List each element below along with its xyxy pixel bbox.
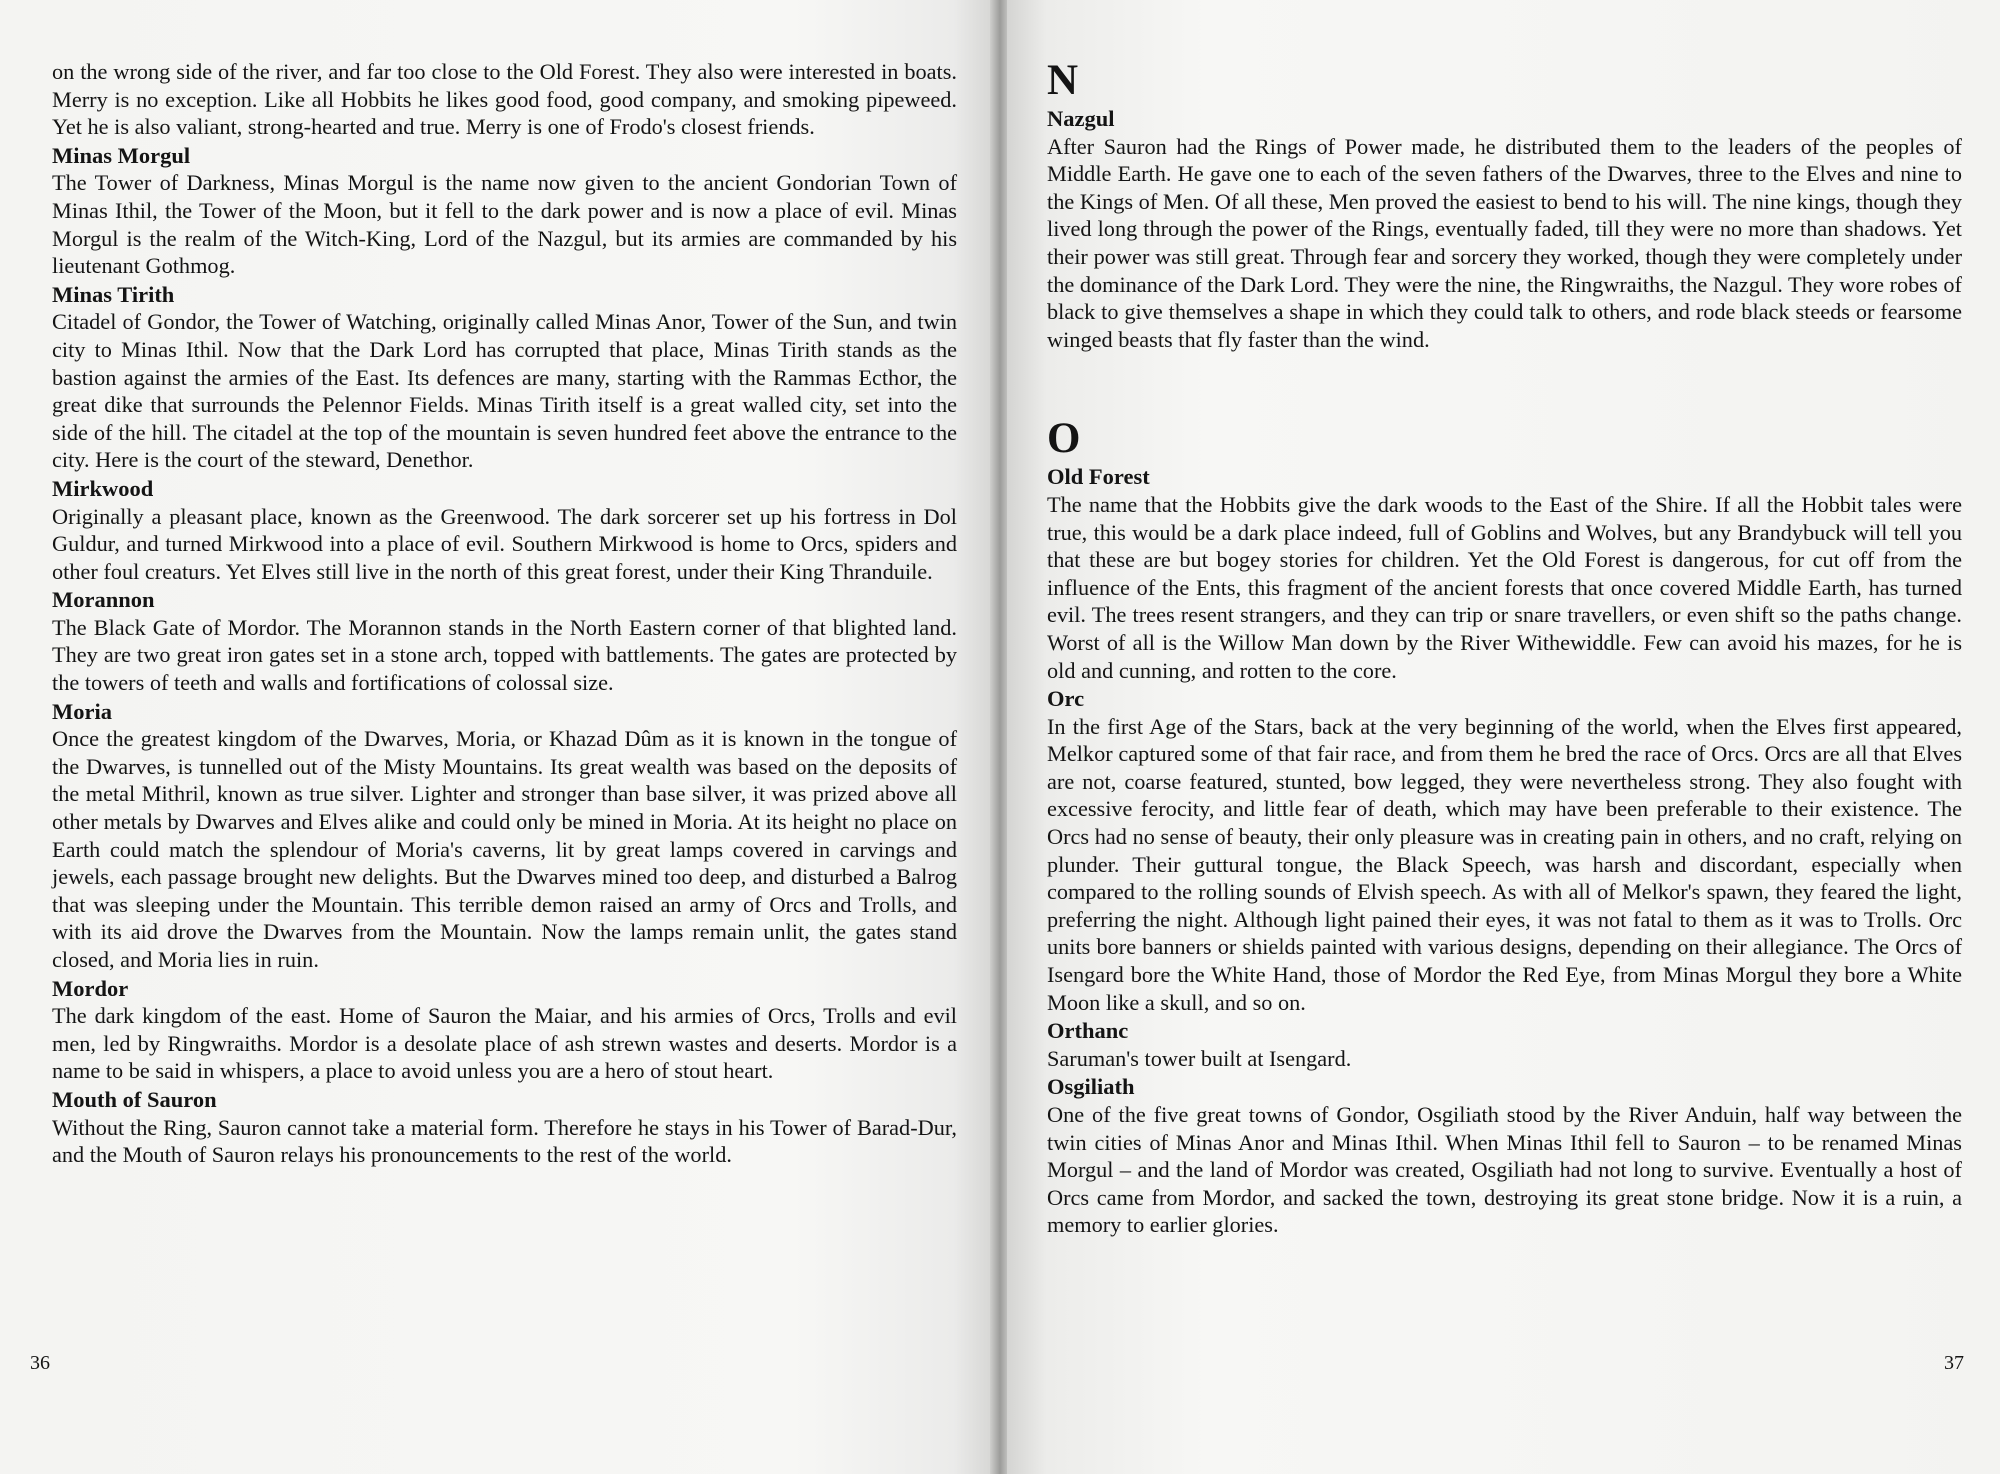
entry-mirkwood: [52, 475, 957, 585]
page-number: 36: [30, 1352, 50, 1374]
entry-text: Without the Ring, Sauron cannot take a material form. Therefore he stays in his Tower of Barad-Dur, and the Mouth of Sauron relays his pronouncements to the rest of the world.: [52, 1114, 957, 1168]
entry-text: One of the five great towns of Gondor, Osgiliath stood by the River Anduin, half way between the twin cities of Minas Anor and Minas Ithil. When Minas Ithil fell to Sauron – to be renamed Minas Morgul – and the land of Mordor was created, Osgiliath had not long to survive. Eventually a host of Orcs came from Mordor, and sacked the town, destroying its great stone bridge. Now it is a ruin, a memory to earlier glories.: [1047, 1102, 1962, 1238]
opening-paragraph: on the wrong side of the river, and far too close to the Old Forest. They also were interested in boats. Merry is no exception. Like all Hobbits he likes good food, good company, and smoking pipeweed. Yet he is also valiant, strong-hearted and true. Merry is one of Frodo's closest friends.: [52, 59, 957, 140]
entry-title: Minas Tirith: [52, 281, 175, 307]
entry-osgiliath: [1047, 1073, 1962, 1239]
section-o: [1047, 416, 1962, 1239]
entry-title: Orc: [1047, 686, 1085, 712]
entry-orthanc: [1047, 1017, 1962, 1072]
entry-text: The Black Gate of Mordor. The Morannon stands in the North Eastern corner of that blighted land. They are two great iron gates set in a stone arch, topped with battlements. The gates are protected by the towers of teeth and walls and fortifications of colossal size.: [52, 614, 957, 696]
section-spacer: [1047, 354, 1962, 402]
entry-title: Old Forest: [1047, 464, 1150, 490]
entry-minas-morgul: [52, 142, 957, 280]
entry-minas-tirith: [52, 281, 957, 474]
left-page-column: [52, 58, 957, 1170]
entry-mordor: [52, 975, 957, 1085]
entry-text: The Tower of Darkness, Minas Morgul is the name now given to the ancient Gondorian Town of Minas Ithil, the Tower of the Moon, but it fell to the dark power and is now a place of evil. Minas Morgul is the realm of the Witch-King, Lord of the Nazgul, but its armies are commanded by his lieutenant Gothmog.: [52, 170, 957, 279]
entry-title: Mirkwood: [52, 475, 154, 501]
entry-title: Osgiliath: [1047, 1074, 1135, 1100]
left-page: [0, 0, 993, 1474]
entry-text: Saruman's tower built at Isengard.: [1047, 1045, 1352, 1071]
entry-old-forest: [1047, 463, 1962, 684]
entry-text: Originally a pleasant place, known as the Greenwood. The dark sorcerer set up his fortress in Dol Guldur, and turned Mirkwood into a place of evil. Southern Mirkwood is home to Orcs, spiders and other foul creaturs. Yet Elves still live in the north of this great forest, under their King Thranduile.: [52, 503, 957, 584]
entry-title: Mouth of Sauron: [52, 1086, 217, 1112]
entry-title: Minas Morgul: [52, 142, 191, 168]
entry-text: After Sauron had the Rings of Power made, he distributed them to the leaders of the peoples of Middle Earth. He gave one to each of the seven fathers of the Dwarves, three to the Elves and nine to the Kings of Men. Of all these, Men proved the easiest to bend to his will. The nine kings, though they lived long through the power of the Rings, eventually faded, till they were no more than shadows. Yet their power was still great. Through fear and sorcery they worked, though they were completely under the dominance of the Dark Lord. They were the nine, the Ringwraiths, the Nazgul. They wore robes of black to give themselves a shape in which they could talk to others, and rode black steeds or fearsome winged beasts that fly faster than the wind.: [1047, 133, 1962, 352]
entry-text: In the first Age of the Stars, back at the very beginning of the world, when the Elves first appeared, Melkor captured some of that fair race, and from them he bred the race of Orcs. Orcs are all that Elves are not, coarse featured, stunted, bow legged, they were nevertheless strong. They also fought with excessive ferocity, and little fear of death, which may have been preferable to their existence. The Orcs had no sense of beauty, their only pleasure was in creating pain in others, and no craft, relying on plunder. Their guttural tongue, the Black Speech, was harsh and discordant, especially when compared to the rolling sounds of Elvish speech. As with all of Melkor's spawn, they feared the light, preferring the night. Although light pained their eyes, it was not fatal to them as it was to Trolls. Orc units bore banners or shields painted with various designs, depending on their allegiance. The Orcs of Isengard bore the White Hand, those of Mordor the Red Eye, from Minas Morgul they bore a White Moon like a skull, and so on.: [1047, 713, 1962, 1015]
entry-text: The dark kingdom of the east. Home of Sauron the Maiar, and his armies of Orcs, Trolls and evil men, led by Ringwraiths. Mordor is a desolate place of ash strewn wastes and deserts. Mordor is a name to be said in whispers, a place to avoid unless you are a hero of stout heart.: [52, 1003, 957, 1084]
section-n: [1047, 58, 1962, 353]
section-letter: N: [1047, 57, 1079, 104]
entry-title: Moria: [52, 698, 112, 724]
entry-morannon: [52, 586, 957, 696]
entry-orc: [1047, 685, 1962, 1016]
entry-mouth-of-sauron: [52, 1086, 957, 1169]
entry-title: Nazgul: [1047, 106, 1115, 131]
section-letter: O: [1047, 415, 1081, 463]
entry-text: Citadel of Gondor, the Tower of Watching, originally called Minas Anor, Tower of the Sun, and twin city to Minas Ithil. Now that the Dark Lord has corrupted that place, Minas Tirith stands as the bastion against the armies of the East. Its defences are many, starting with the Rammas Ecthor, the great dike that surrounds the Pelennor Fields. Minas Tirith itself is a great walled city, set into the side of the hill. The citadel at the top of the mountain is seven hundred feet above the entrance to the city. Here is the court of the steward, Denethor.: [52, 309, 957, 473]
right-page-column: [1047, 58, 1962, 1240]
entry-text: The name that the Hobbits give the dark woods to the East of the Shire. If all the Hobbit tales were true, this would be a dark place indeed, full of Goblins and Wolves, but any Brandybuck will tell you that these are but bogey stories for children. Yet the Old Forest is dangerous, for cut off from the influence of the Ents, this fragment of the ancient forests that once covered Middle Earth, has turned evil. The trees resent strangers, and they can trip or snare travellers, or even shift so the paths change. Worst of all is the Willow Man down by the River Withewiddle. Few can avoid his mazes, for he is old and cunning, and rotten to the core.: [1047, 491, 1962, 683]
page-number: 37: [1944, 1352, 1964, 1374]
entry-moria: [52, 698, 957, 974]
entry-title: Mordor: [52, 975, 129, 1001]
entry-nazgul: [1047, 105, 1962, 353]
entry-title: Morannon: [52, 587, 155, 613]
entry-title: Orthanc: [1047, 1018, 1129, 1044]
entry-text: Once the greatest kingdom of the Dwarves, Moria, or Khazad Dûm as it is known in the tongue of the Dwarves, is tunnelled out of the Misty Mountains. Its great wealth was based on the deposits of the metal Mithril, known as true silver. Lighter and stronger than base silver, it was prized above all other metals by Dwarves and Elves alike and could only be mined in Moria. At its height no place on Earth could match the splendour of Moria's caverns, lit by great lamps covered in carvings and jewels, each passage brought new delights. But the Dwarves mined too deep, and disturbed a Balrog that was sleeping under the Mountain. This terrible demon raised an army of Orcs and Trolls, and with its aid drove the Dwarves from the Mountain. Now the lamps remain unlit, the gates stand closed, and Moria lies in ruin.: [52, 726, 957, 972]
right-page: [1007, 0, 2000, 1474]
